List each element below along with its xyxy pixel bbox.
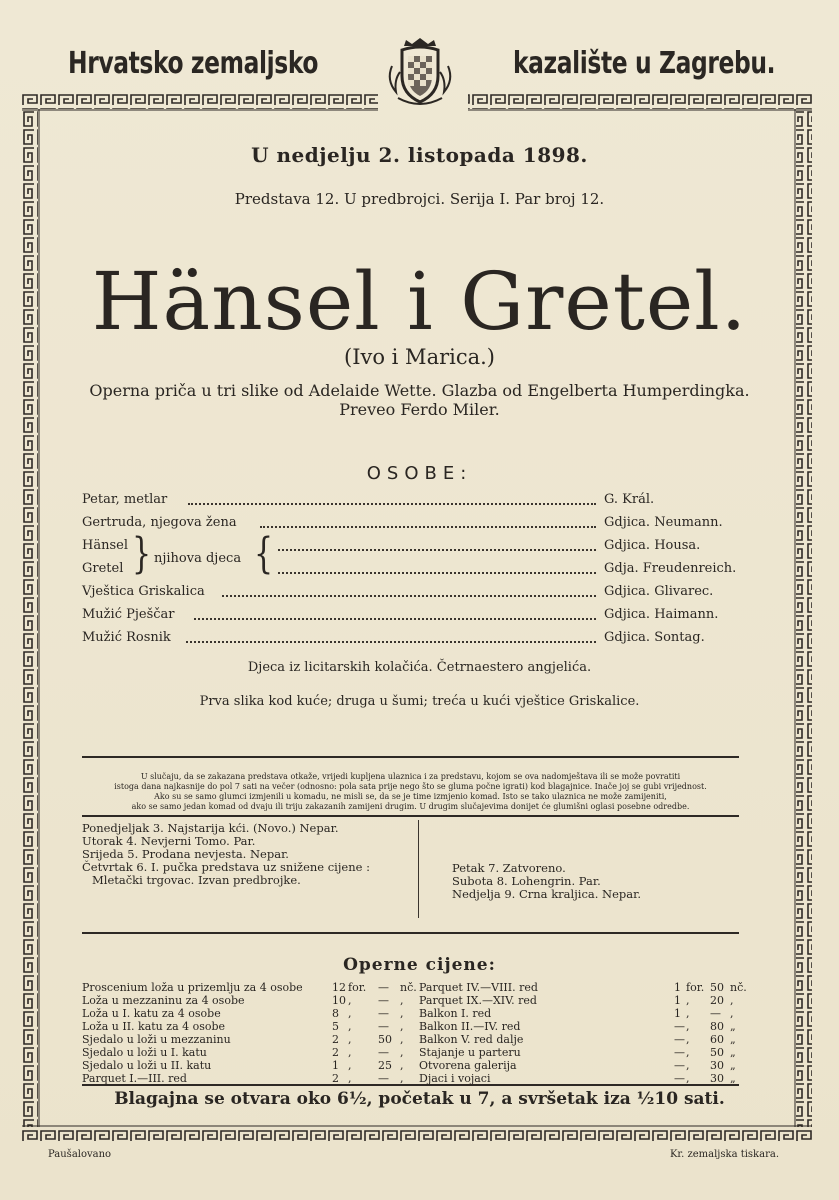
leader-dots <box>186 635 596 643</box>
price-kreuzer-unit: „ <box>730 1046 736 1059</box>
price-forint: — <box>674 1033 685 1046</box>
price-kreuzer-unit: , <box>400 994 404 1007</box>
price-kreuzer-unit: , <box>400 1072 404 1085</box>
price-forint-unit: , <box>348 994 352 1007</box>
price-item: Stajanje u parteru <box>419 1046 521 1059</box>
price-item: Sjedalo u loži u II. katu <box>82 1059 212 1072</box>
price-forint: 8 <box>332 1007 339 1020</box>
price-forint-unit: , <box>348 1072 352 1085</box>
price-forint: 1 <box>674 981 681 994</box>
description-line-2: Preveo Ferdo Miler. <box>339 400 500 419</box>
price-kreuzer: 50 <box>378 1033 392 1046</box>
price-kreuzer: 50 <box>710 1046 724 1059</box>
price-item: Parquet I.—III. red <box>82 1072 187 1085</box>
divider <box>82 1084 739 1086</box>
price-item: Otvorena galerija <box>419 1059 517 1072</box>
footer-right: Kr. zemaljska tiskara. <box>669 1149 779 1160</box>
leader-dots <box>188 497 596 505</box>
date-line: U nedjelju 2. listopada 1898. <box>251 143 588 167</box>
price-forint: 2 <box>332 1072 339 1085</box>
price-forint: 1 <box>674 1007 681 1020</box>
price-forint-unit: , <box>686 1046 690 1059</box>
schedule-entry: Četvrtak 6. I. pučka predstava uz snižene cijene : <box>82 860 370 874</box>
leader-dots <box>194 612 596 620</box>
price-forint-unit: , <box>348 1033 352 1046</box>
price-kreuzer-unit: „ <box>730 1072 736 1085</box>
price-forint-unit: , <box>348 1046 352 1059</box>
price-kreuzer-unit: , <box>400 1007 404 1020</box>
fine-print-line: ako se samo jedan komad od dvaju ili triju zakazanih zamijeni drugim. U drugim slučajevima donijet će glumišni oglasi posebne odredbe. <box>131 802 690 811</box>
price-forint-unit: , <box>686 994 690 1007</box>
fine-print <box>82 772 739 812</box>
price-forint: 1 <box>674 994 681 1007</box>
price-item: Parquet IX.—XIV. red <box>419 994 537 1007</box>
price-kreuzer: 30 <box>710 1059 724 1072</box>
cast-actor: Gdjica. Haimann. <box>604 607 719 622</box>
performance-line: Predstava 12. U predbrojci. Serija I. Par broj 12. <box>234 190 605 208</box>
cast-role: Vještica Griskalica <box>82 584 205 599</box>
cast-row <box>82 584 742 606</box>
price-kreuzer-unit: , <box>730 994 734 1007</box>
play-subtitle: (Ivo i Marica.) <box>344 345 495 369</box>
cast-actor: Gdja. Freudenreich. <box>604 561 737 576</box>
price-kreuzer: — <box>378 1007 389 1020</box>
cast-role: Gertruda, njegova žena <box>82 515 237 530</box>
price-kreuzer-unit: , <box>400 1033 404 1046</box>
price-kreuzer: 30 <box>710 1072 724 1085</box>
footer-left: Paušalovano <box>48 1149 112 1160</box>
price-kreuzer: — <box>710 1007 721 1020</box>
price-row <box>82 981 747 994</box>
cast-role: Gretel <box>82 561 124 576</box>
price-kreuzer: 50 <box>710 981 724 994</box>
price-forint: — <box>674 1059 685 1072</box>
price-forint: — <box>674 1020 685 1033</box>
price-forint: 5 <box>332 1020 339 1033</box>
price-forint-unit: , <box>348 1020 352 1033</box>
price-forint: 2 <box>332 1046 339 1059</box>
leader-dots <box>278 566 596 574</box>
price-row <box>82 1007 742 1020</box>
price-item: Sjedalo u loži u mezzaninu <box>82 1033 231 1046</box>
schedule-entry: Petak 7. Zatvoreno. <box>452 861 566 875</box>
price-kreuzer: — <box>378 981 389 994</box>
price-kreuzer: — <box>378 1020 389 1033</box>
price-kreuzer: 80 <box>710 1020 724 1033</box>
divider <box>82 756 739 758</box>
cast-role: Petar, metlar <box>82 492 168 507</box>
cast-actor: Gdjica. Sontag. <box>604 630 705 645</box>
price-forint-unit: , <box>348 1059 352 1072</box>
schedule-entry: Utorak 4. Nevjerni Tomo. Par. <box>82 834 256 848</box>
note-line: Djeca iz licitarskih kolačića. Četrnaestero angjelića. <box>247 660 592 675</box>
price-row <box>82 1046 742 1059</box>
price-kreuzer: 60 <box>710 1033 724 1046</box>
play-title: Hänsel i Gretel. <box>91 255 748 348</box>
leader-dots <box>278 543 596 551</box>
price-kreuzer: 25 <box>378 1059 392 1072</box>
price-kreuzer-unit: „ <box>730 1020 736 1033</box>
price-forint: — <box>674 1072 685 1085</box>
price-forint: 12 <box>332 981 346 994</box>
cast-role: Hänsel <box>82 538 128 553</box>
cast-heading: OSOBE: <box>366 463 473 484</box>
price-forint: 10 <box>332 994 346 1007</box>
schedule-entry: Subota 8. Lohengrin. Par. <box>452 874 601 888</box>
cast-row <box>82 630 742 652</box>
price-forint: 1 <box>332 1059 339 1072</box>
divider <box>82 815 739 817</box>
price-forint-unit: , <box>686 1059 690 1072</box>
price-forint-unit: for. <box>348 981 367 994</box>
fine-print-line: istoga dana najkasnije do pol 7 sati na večer (odnosno: pola sata prije nego što se gluma počne igrati) kod blagajnice. Inače joj se gubi vrijednost. <box>114 782 707 791</box>
week-schedule-left <box>82 822 370 887</box>
price-item: Djaci i vojaci <box>419 1072 491 1085</box>
price-kreuzer-unit: , <box>400 1020 404 1033</box>
fine-print-line: Ako su se samo glumci izmjenili u komadu, ne misli se, da se je time izmjenio komad. Isto se tako ulaznica ne može zamijeniti, <box>154 792 667 801</box>
price-item: Balkon II.—IV. red <box>419 1020 521 1033</box>
left-brace: } <box>132 529 152 579</box>
leader-dots <box>260 520 596 528</box>
price-forint-unit: , <box>348 1007 352 1020</box>
price-forint: 2 <box>332 1033 339 1046</box>
price-row <box>82 1020 742 1033</box>
price-item: Loža u II. katu za 4 osobe <box>82 1020 226 1033</box>
cast-role: Mužić Rosnik <box>82 630 171 645</box>
header-right-text: kazalište u Zagrebu. <box>512 46 775 81</box>
leader-dots <box>222 589 596 597</box>
cast-actor: Gdjica. Glivarec. <box>604 584 714 599</box>
price-item: Balkon I. red <box>419 1007 492 1020</box>
price-item: Loža u mezzaninu za 4 osobe <box>82 994 245 1007</box>
price-kreuzer-unit: „ <box>730 1059 736 1072</box>
schedule-entry: Nedjelja 9. Crna kraljica. Nepar. <box>452 887 642 901</box>
price-kreuzer-unit: nč. <box>400 981 417 994</box>
price-forint: — <box>674 1046 685 1059</box>
price-kreuzer: — <box>378 1046 389 1059</box>
price-kreuzer-unit: nč. <box>730 981 747 994</box>
schedule-entry: Mletački trgovac. Izvan predbrojke. <box>92 873 301 887</box>
price-row <box>82 1059 742 1072</box>
price-kreuzer: 20 <box>710 994 724 1007</box>
cast-actor: Gdjica. Neumann. <box>604 515 723 530</box>
price-item: Proscenium loža u prizemlju za 4 osobe <box>82 981 303 994</box>
price-kreuzer-unit: , <box>400 1046 404 1059</box>
cast-actor: G. Král. <box>604 492 655 507</box>
scenes-line: Prva slika kod kuće; druga u šumi; treća u kući vještice Griskalice. <box>199 694 640 709</box>
divider <box>82 932 739 934</box>
box-office-line: Blagajna se otvara oko 6½, početak u 7, a svršetak iza ½10 sati. <box>114 1089 725 1109</box>
price-forint-unit: for. <box>686 981 705 994</box>
price-forint-unit: , <box>686 1072 690 1085</box>
children-group-label: njihova djeca <box>154 551 242 566</box>
cast-row <box>82 515 742 537</box>
header <box>0 36 839 96</box>
cast-row <box>82 492 742 514</box>
schedule-entry: Srijeda 5. Prodana nevjesta. Nepar. <box>82 847 289 861</box>
price-item: Sjedalo u loži u I. katu <box>82 1046 207 1059</box>
cast-actor: Gdjica. Housa. <box>604 538 701 553</box>
price-kreuzer-unit: , <box>730 1007 734 1020</box>
price-kreuzer-unit: , <box>400 1059 404 1072</box>
price-kreuzer: — <box>378 994 389 1007</box>
right-brace: { <box>254 529 274 579</box>
price-row <box>82 1033 742 1046</box>
description-line-1: Operna priča u tri slike od Adelaide Wette. Glazba od Engelberta Humperdingka. <box>89 381 750 400</box>
price-forint-unit: , <box>686 1007 690 1020</box>
price-kreuzer: — <box>378 1072 389 1085</box>
price-item: Balkon V. red dalje <box>419 1033 524 1046</box>
price-kreuzer-unit: „ <box>730 1033 736 1046</box>
cast-row <box>82 607 742 629</box>
header-left-text: Hrvatsko zemaljsko <box>68 46 319 81</box>
price-row <box>82 994 742 1007</box>
price-forint-unit: , <box>686 1020 690 1033</box>
schedule-entry: Ponedjeljak 3. Najstarija kći. (Novo.) Nepar. <box>82 821 339 835</box>
price-forint-unit: , <box>686 1033 690 1046</box>
week-schedule-right <box>452 862 641 901</box>
fine-print-line: U slučaju, da se zakazana predstava otkaže, vrijedi kupljena ulaznica i za predstavu, kojom se ova nadomještava ili se može povratiti <box>140 772 681 781</box>
price-item: Loža u I. katu za 4 osobe <box>82 1007 221 1020</box>
schedule-divider <box>418 820 419 918</box>
cast-role: Mužić Pješčar <box>82 607 175 622</box>
price-item: Parquet IV.—VIII. red <box>419 981 538 994</box>
prices-title: Operne cijene: <box>343 955 496 975</box>
